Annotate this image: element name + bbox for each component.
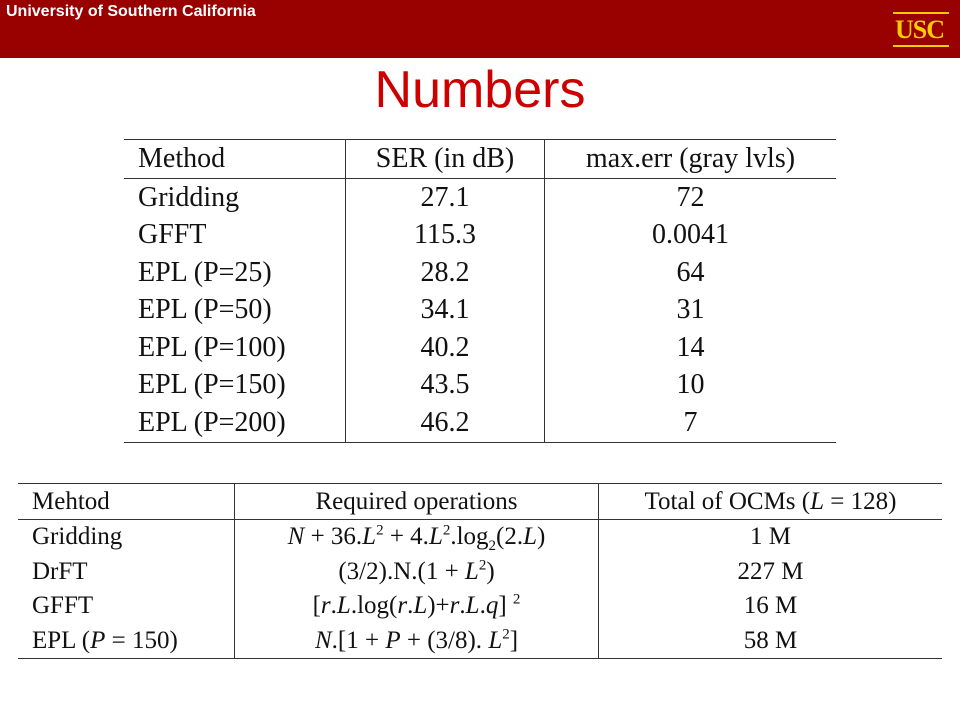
col-header-maxerr: max.err (gray lvls): [545, 140, 837, 179]
ser-table: [124, 139, 836, 443]
op-part: N: [314, 626, 332, 654]
op-part: ): [486, 557, 495, 585]
op-part: r: [397, 592, 408, 620]
op-part: .: [407, 592, 414, 620]
cell-ser: 46.2: [346, 404, 545, 442]
op-part: L: [428, 523, 443, 551]
col-header-method: Method: [124, 140, 346, 179]
cell-ser: 40.2: [346, 329, 545, 367]
logo-bottom-rule: [893, 45, 949, 47]
op-part: ]: [498, 592, 513, 620]
op-part: .: [330, 592, 337, 620]
op-sup: 2: [512, 591, 521, 608]
cell-ser: 43.5: [346, 367, 545, 405]
cell-method: Gridding: [124, 179, 346, 217]
total-suffix: = 128): [824, 487, 897, 515]
cell-operations: [235, 589, 599, 624]
method-text: GFFT: [32, 592, 94, 620]
cell-total: 58 M: [599, 624, 943, 659]
cell-maxerr: 0.0041: [652, 219, 729, 251]
op-part: + 4.: [383, 523, 429, 551]
slide-title: Numbers: [374, 61, 586, 119]
op-part: + (3/8).: [400, 626, 489, 654]
table-row: [124, 179, 836, 217]
cell-total: 227 M: [737, 557, 804, 585]
op-part: + 36.: [304, 523, 363, 551]
cell-maxerr: 14: [676, 331, 705, 363]
cell-ser: 27.1: [346, 179, 545, 217]
op-part: L: [523, 523, 538, 551]
logo-text: USC: [895, 15, 945, 44]
cell-ser: 28.2: [346, 254, 545, 292]
cell-ser: 34.1: [346, 292, 545, 330]
cell-method: [18, 555, 235, 590]
op-sub: 2: [488, 538, 497, 555]
cell-maxerr: 31: [676, 294, 705, 326]
cell-maxerr: 72: [676, 181, 705, 213]
table-row: [124, 254, 836, 292]
cell-method: EPL (P=25): [124, 254, 346, 292]
cell-maxerr: 10: [676, 369, 705, 401]
total-prefix: Total of OCMs (: [644, 487, 811, 515]
cell-method: [18, 520, 235, 555]
col-header-method: Mehtod: [18, 484, 235, 520]
cell-method: [18, 624, 235, 659]
op-part: L: [413, 592, 428, 620]
cell-maxerr: 64: [676, 256, 705, 288]
table-row: [124, 292, 836, 330]
table-row: [18, 520, 942, 555]
op-part: )+: [427, 592, 450, 620]
op-part: .log(: [350, 592, 398, 620]
method-text: P: [90, 626, 106, 654]
cell-total: 16 M: [743, 592, 798, 620]
op-part: .[1 +: [331, 626, 386, 654]
cell-maxerr: 7: [545, 404, 837, 442]
cell-operations: [235, 624, 599, 659]
op-part: P: [385, 626, 401, 654]
op-sup: 2: [478, 557, 487, 574]
table-row: [18, 555, 942, 590]
op-part: ): [537, 523, 546, 551]
cell-method: EPL (P=100): [124, 329, 346, 367]
op-part: .: [479, 592, 486, 620]
op-part: (3/2).N.(1 +: [338, 557, 465, 585]
cell-operations: [235, 555, 599, 590]
ser-table-header: [124, 140, 836, 179]
op-part: L: [464, 557, 479, 585]
op-part: L: [465, 592, 480, 620]
operations-table: [18, 483, 942, 659]
cell-method: EPL (P=200): [124, 404, 346, 442]
op-part: .: [459, 592, 466, 620]
usc-logo: [893, 12, 949, 47]
col-header-operations: Required operations: [235, 484, 599, 520]
op-part: r: [320, 592, 331, 620]
cell-method: [18, 589, 235, 624]
op-sup: 2: [502, 626, 510, 643]
cell-method: EPL (P=150): [124, 367, 346, 405]
op-part: N: [287, 523, 305, 551]
logo-top-rule: [893, 12, 949, 14]
op-part: r: [449, 592, 460, 620]
table-row: [18, 624, 942, 659]
method-text: DrFT: [32, 557, 88, 585]
op-part: ]: [509, 626, 519, 654]
op-part: .log: [450, 523, 489, 551]
col-header-total: [599, 484, 943, 520]
op-part: L: [488, 626, 503, 654]
table-row: [124, 367, 836, 405]
header-bar: [0, 0, 960, 58]
cell-ser: 115.3: [346, 217, 545, 255]
method-text: Gridding: [32, 523, 123, 551]
operations-table-header: [18, 484, 942, 520]
cell-total: 1 M: [750, 523, 791, 551]
table-row: [18, 589, 942, 624]
table-row: [124, 329, 836, 367]
op-part: q: [485, 592, 499, 620]
cell-operations: [235, 520, 599, 555]
cell-method: GFFT: [124, 217, 346, 255]
university-name: University of Southern California: [6, 3, 256, 20]
method-text: EPL (: [32, 626, 91, 654]
method-text: = 150): [105, 626, 178, 654]
table-row: [124, 404, 836, 442]
total-var: L: [810, 487, 825, 515]
op-part: (2.: [496, 523, 524, 551]
cell-method: EPL (P=50): [124, 292, 346, 330]
op-sup: 2: [376, 522, 384, 539]
op-part: L: [336, 592, 351, 620]
col-header-ser: SER (in dB): [346, 140, 545, 179]
table-row: [124, 217, 836, 255]
op-sup: 2: [442, 522, 451, 539]
op-part: [: [312, 592, 321, 620]
op-part: L: [362, 523, 377, 551]
